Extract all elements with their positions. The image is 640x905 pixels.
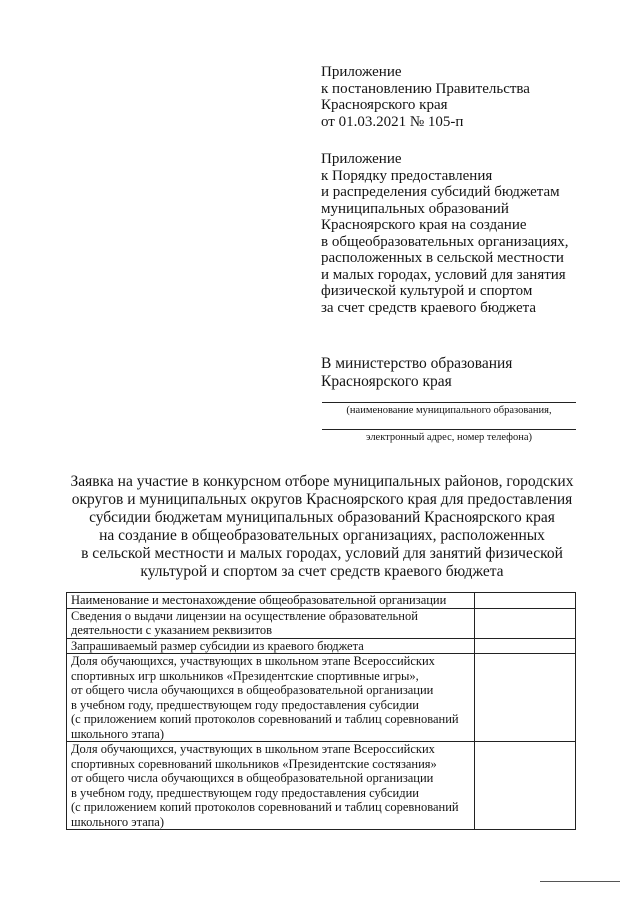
appendix2-line: Приложение: [321, 151, 402, 167]
table-row: [67, 654, 576, 742]
addressee-line: В министерство образования: [321, 355, 513, 372]
criteria-label-cell: [67, 608, 475, 638]
appendix-header-government: [321, 64, 530, 130]
sender-name-field-label: (наименование муниципального образования,: [346, 405, 552, 416]
criteria-label-line: спортивных соревнований школьников «Президентские состязания»: [71, 756, 437, 771]
criteria-value-cell[interactable]: [475, 638, 576, 654]
application-criteria-table: [66, 592, 576, 830]
criteria-label-line: Сведения о выдачи лицензии на осуществление образовательной: [71, 608, 418, 623]
criteria-label-line: Доля обучающихся, участвующих в школьном этапе Всероссийских: [71, 654, 435, 668]
criteria-label-line: в учебном году, предшествующем году предоставления субсидии: [71, 785, 419, 800]
title-line: на создание в общеобразовательных организациях, расположенных: [99, 527, 545, 544]
appendix2-line: в общеобразовательных организациях,: [321, 233, 569, 250]
title-line: субсидии бюджетам муниципальных образований Красноярского края: [89, 509, 555, 526]
title-line: в сельской местности и малых городах, условий для занятий физической: [81, 545, 563, 562]
appendix-header-procedure: [321, 151, 569, 316]
criteria-value-cell[interactable]: [475, 654, 576, 742]
criteria-value-cell[interactable]: [475, 593, 576, 609]
criteria-label-line: школьного этапа): [71, 814, 164, 829]
appendix1-line: к постановлению Правительства: [321, 80, 530, 97]
appendix2-line: физической культурой и спортом: [321, 283, 533, 299]
criteria-label-line: деятельности с указанием реквизитов: [71, 623, 273, 637]
appendix1-line: Красноярского края: [321, 97, 448, 113]
table-row: [67, 608, 576, 638]
sender-contact-field-line[interactable]: [322, 429, 576, 430]
appendix1-line: Приложение: [321, 64, 402, 80]
title-line: Заявка на участие в конкурсном отборе муниципальных районов, городских: [70, 473, 574, 490]
criteria-label-line: от общего числа обучающихся в общеобразовательной организации: [71, 683, 434, 697]
table-row: [67, 638, 576, 654]
table-row: [67, 593, 576, 609]
appendix2-line: и малых городах, условий для занятия: [321, 266, 566, 283]
table-row: [67, 742, 576, 830]
addressee: [321, 355, 512, 391]
criteria-label-line: Наименование и местонахождение общеобразовательной организации: [71, 593, 447, 607]
criteria-label-line: школьного этапа): [71, 726, 164, 741]
criteria-label-line: в учебном году, предшествующем году предоставления субсидии: [71, 697, 419, 712]
criteria-value-cell[interactable]: [475, 608, 576, 638]
criteria-label-line: от общего числа обучающихся в общеобразовательной организации: [71, 771, 434, 785]
criteria-label-line: Доля обучающихся, участвующих в школьном этапе Всероссийских: [71, 742, 435, 756]
appendix2-line: Красноярского края на создание: [321, 217, 527, 233]
criteria-label-cell: [67, 638, 475, 654]
criteria-label-cell: [67, 654, 475, 742]
title-line: культурой и спортом за счет средств краевого бюджета: [140, 563, 504, 580]
sender-contact-field-label: электронный адрес, номер телефона): [366, 432, 532, 443]
criteria-label-line: (с приложением копий протоколов соревнований и таблиц соревнований: [71, 800, 459, 814]
appendix2-line: расположенных в сельской местности: [321, 250, 564, 266]
criteria-label-cell: [67, 742, 475, 830]
criteria-label-cell: [67, 593, 475, 609]
appendix1-line: от 01.03.2021 № 105-п: [321, 113, 464, 130]
criteria-label-line: Запрашиваемый размер субсидии из краевого бюджета: [71, 638, 364, 653]
criteria-value-cell[interactable]: [475, 742, 576, 830]
appendix2-line: за счет средств краевого бюджета: [321, 299, 537, 316]
appendix2-line: и распределения субсидий бюджетам: [321, 184, 560, 200]
criteria-label-line: (с приложением копий протоколов соревнований и таблиц соревнований: [71, 712, 459, 726]
appendix2-line: к Порядку предоставления: [321, 167, 493, 184]
addressee-line: Красноярского края: [321, 373, 452, 390]
criteria-label-line: спортивных игр школьников «Президентские спортивные игры»,: [71, 668, 419, 683]
title-line: округов и муниципальных округов Красноярского края для предоставления: [71, 491, 573, 508]
page-footer-line: [540, 881, 620, 882]
sender-name-field-line[interactable]: [322, 402, 576, 403]
appendix2-line: муниципальных образований: [321, 200, 509, 217]
document-title: [62, 473, 582, 581]
